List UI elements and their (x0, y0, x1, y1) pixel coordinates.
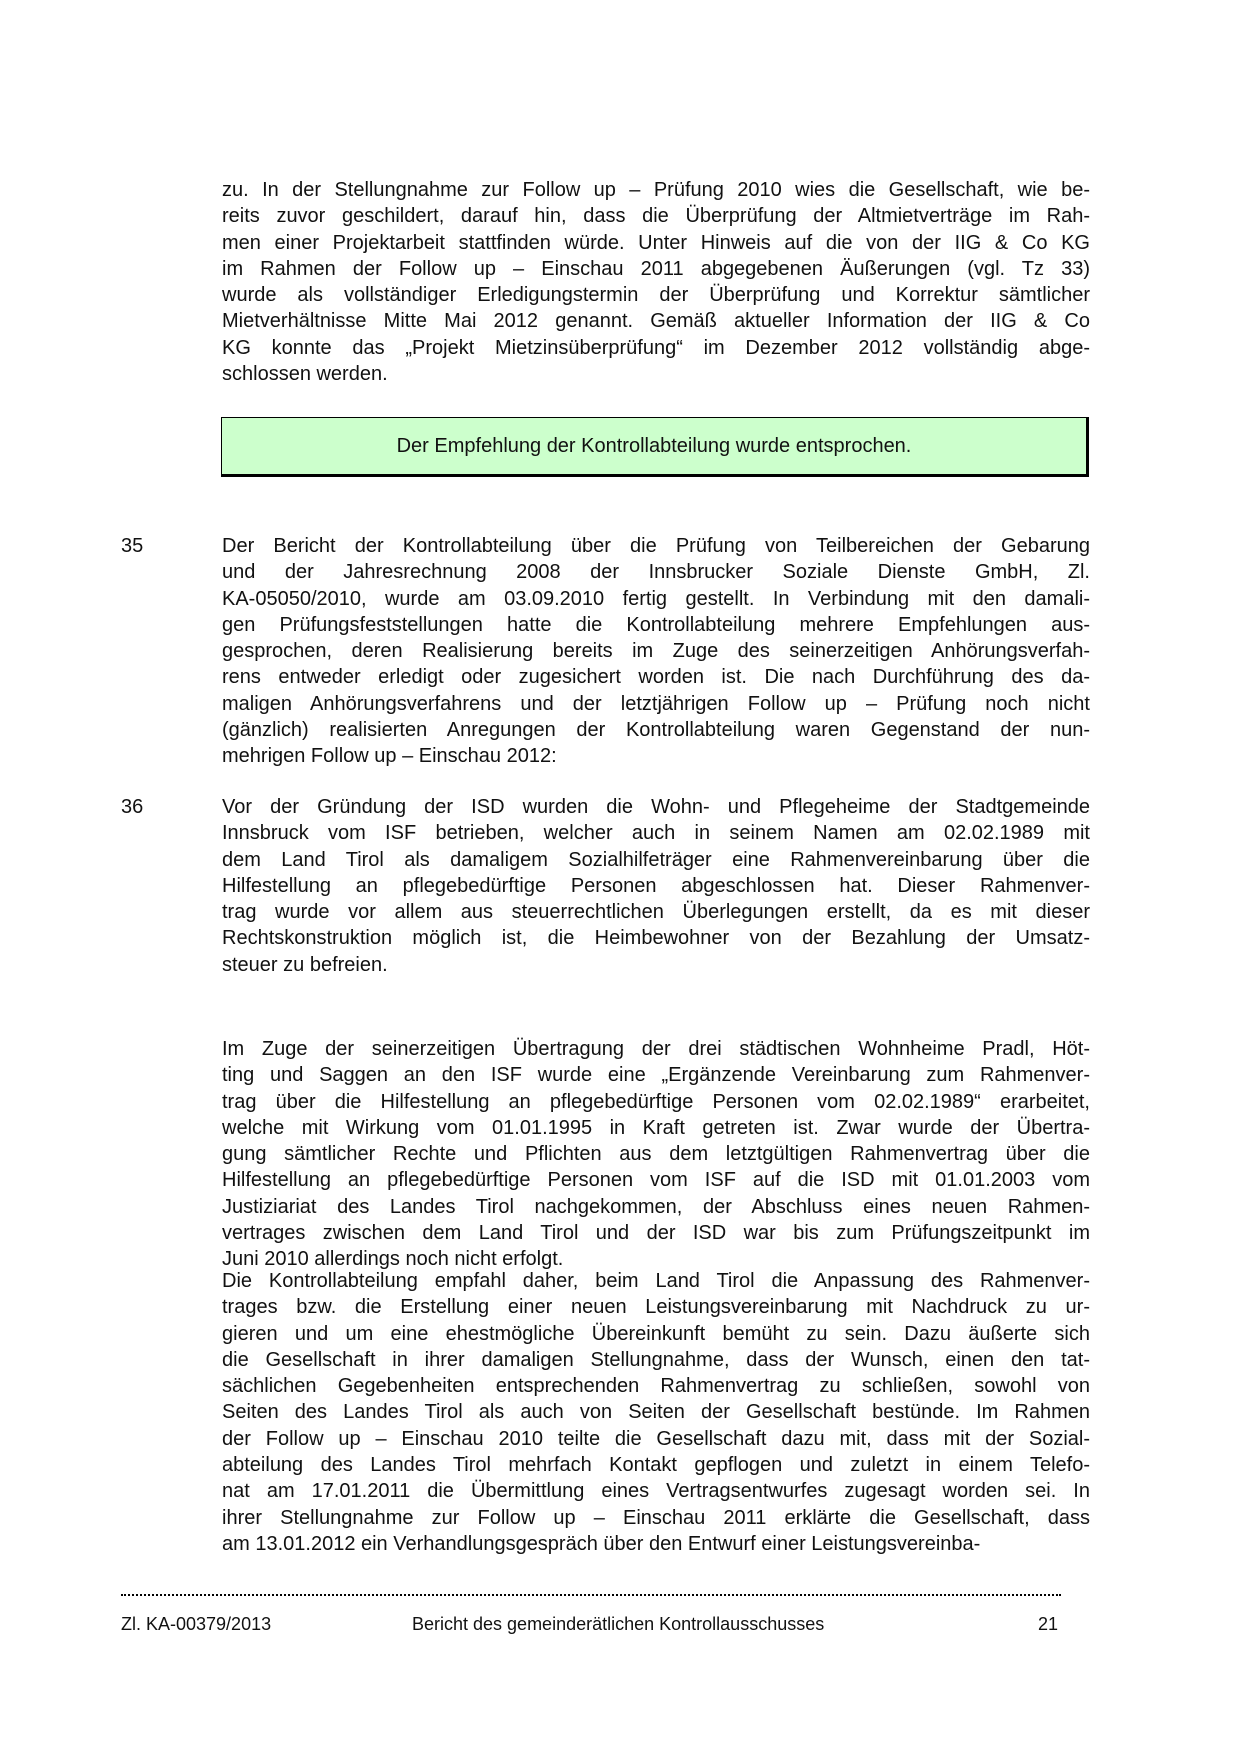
result-box (221, 417, 1089, 477)
text-line: Vor der Gründung der ISD wurden die Wohn- und Pflegeheime der Stadtgemeinde (222, 796, 1090, 818)
intro-paragraph (222, 177, 1090, 387)
text-line: Juni 2010 allerdings noch nicht erfolgt. (222, 1248, 564, 1271)
text-line: die Gesellschaft in ihrer damaligen Stellungnahme, dass der Wunsch, einen den tat- (222, 1348, 1090, 1371)
text-line: mehrigen Follow up – Einschau 2012: (222, 745, 557, 768)
text-line: KA-05050/2010, wurde am 03.09.2010 fertig gestellt. In Verbindung mit den damali- (222, 587, 1090, 610)
text-line: (gänzlich) realisierten Anregungen der Kontrollabteilung waren Gegenstand der nun- (222, 719, 1090, 742)
text-line: KG konnte das „Projekt Mietzinsüberprüfung“ im Dezember 2012 vollständig abge- (222, 336, 1090, 359)
footer-divider (121, 1594, 1061, 1596)
text-line: dem Land Tirol als damaligem Sozialhilfeträger eine Rahmenvereinbarung über die (222, 848, 1090, 871)
text-line: Seiten des Landes Tirol als auch von Seiten der Gesellschaft bestünde. Im Rahmen (222, 1401, 1090, 1424)
section-36-paragraph-1 (222, 794, 1090, 978)
result-box-text: Der Empfehlung der Kontrollabteilung wurde entsprochen. (396, 434, 912, 457)
text-line: der Follow up – Einschau 2010 teilte die Gesellschaft dazu mit, dass mit der Sozial- (222, 1427, 1090, 1450)
text-line: vertrages zwischen dem Land Tirol und der ISD war bis zum Prüfungszeitpunkt im (222, 1222, 1090, 1245)
text-line: am 13.01.2012 ein Verhandlungsgespräch über den Entwurf einer Leistungsvereinba- (222, 1532, 981, 1555)
text-line: Hilfestellung an pflegebedürftige Personen abgeschlossen hat. Dieser Rahmenver- (222, 874, 1090, 897)
text-line: Im Zuge der seinerzeitigen Übertragung der drei städtischen Wohnheime Pradl, Höt- (222, 1038, 1090, 1060)
text-line: men einer Projektarbeit stattfinden würde. Unter Hinweis auf die von der IIG & Co KG (222, 231, 1090, 254)
text-line: im Rahmen der Follow up – Einschau 2011 abgegebenen Äußerungen (vgl. Tz 33) (222, 257, 1090, 280)
text-line: trag über die Hilfestellung an pflegebedürftige Personen vom 02.02.1989“ erarbeitet, (222, 1090, 1090, 1113)
text-line: abteilung des Landes Tirol mehrfach Kontakt gepflogen und zuletzt in einem Telefo- (222, 1454, 1090, 1477)
text-line: trag wurde vor allem aus steuerrechtlichen Überlegungen erstellt, da es mit dieser (222, 901, 1090, 924)
text-line: gesprochen, deren Realisierung bereits im Zuge des seinerzeitigen Anhörungsverfah- (222, 640, 1090, 663)
section-35-body (222, 533, 1090, 770)
text-line: und der Jahresrechnung 2008 der Innsbrucker Soziale Dienste GmbH, Zl. (222, 561, 1090, 584)
text-line: schlossen werden. (222, 363, 388, 386)
section-number-35: 35 (121, 535, 144, 557)
text-line: gieren und um eine ehestmögliche Übereinkunft bemüht zu sein. Dazu äußerte sich (222, 1322, 1090, 1345)
text-line: trages bzw. die Erstellung einer neuen Leistungsvereinbarung mit Nachdruck zu ur- (222, 1296, 1090, 1319)
footer-reference: Zl. KA-00379/2013 (121, 1614, 272, 1634)
text-line: gen Prüfungsfeststellungen hatte die Kontrollabteilung mehrere Empfehlungen aus- (222, 613, 1090, 636)
text-line: steuer zu befreien. (222, 953, 388, 976)
text-line: ihrer Stellungnahme zur Follow up – Einschau 2011 erklärte die Gesellschaft, dass (222, 1506, 1090, 1529)
text-line: Die Kontrollabteilung empfahl daher, beim Land Tirol die Anpassung des Rahmenver- (222, 1270, 1090, 1292)
section-number-36: 36 (121, 796, 144, 818)
section-36-paragraph-3 (222, 1268, 1090, 1557)
text-line: nat am 17.01.2011 die Übermittlung eines Vertragsentwurfes zugesagt worden sei. In (222, 1480, 1090, 1503)
text-line: maligen Anhörungsverfahrens und der letztjährigen Follow up – Prüfung noch nicht (222, 692, 1090, 715)
text-line: Justiziariat des Landes Tirol nachgekommen, der Abschluss eines neuen Rahmen- (222, 1195, 1090, 1218)
text-line: zu. In der Stellungnahme zur Follow up – Prüfung 2010 wies die Gesellschaft, wie be- (222, 179, 1090, 201)
page-number: 21 (1038, 1614, 1059, 1634)
text-line: Der Bericht der Kontrollabteilung über die Prüfung von Teilbereichen der Gebarung (222, 535, 1090, 557)
text-line: reits zuvor geschildert, darauf hin, dass die Überprüfung der Altmietverträge im Rah- (222, 205, 1090, 228)
text-line: Innsbruck vom ISF betrieben, welcher auch in seinem Namen am 02.02.1989 mit (222, 822, 1090, 845)
text-line: gung sämtlicher Rechte und Pflichten aus dem letztgültigen Rahmenvertrag über die (222, 1143, 1090, 1166)
section-36-paragraph-2 (222, 1036, 1090, 1273)
text-line: wurde als vollständiger Erledigungstermin der Überprüfung und Korrektur sämtlicher (222, 284, 1090, 307)
text-line: welche mit Wirkung vom 01.01.1995 in Kraft getreten ist. Zwar wurde der Übertra- (222, 1116, 1090, 1139)
footer-title: Bericht des gemeinderätlichen Kontrollausschusses (412, 1614, 825, 1634)
text-line: ting und Saggen an den ISF wurde eine „Ergänzende Vereinbarung zum Rahmenver- (222, 1064, 1090, 1087)
text-line: Rechtskonstruktion möglich ist, die Heimbewohner von der Bezahlung der Umsatz- (222, 927, 1090, 950)
text-line: Hilfestellung an pflegebedürftige Personen vom ISF auf die ISD mit 01.01.2003 vom (222, 1169, 1090, 1192)
text-line: rens entweder erledigt oder zugesichert worden ist. Die nach Durchführung des da- (222, 666, 1090, 689)
text-line: Mietverhältnisse Mitte Mai 2012 genannt. Gemäß aktueller Information der IIG & Co (222, 310, 1090, 333)
text-line: sächlichen Gegebenheiten entsprechenden Rahmenvertrag zu schließen, sowohl von (222, 1375, 1090, 1398)
